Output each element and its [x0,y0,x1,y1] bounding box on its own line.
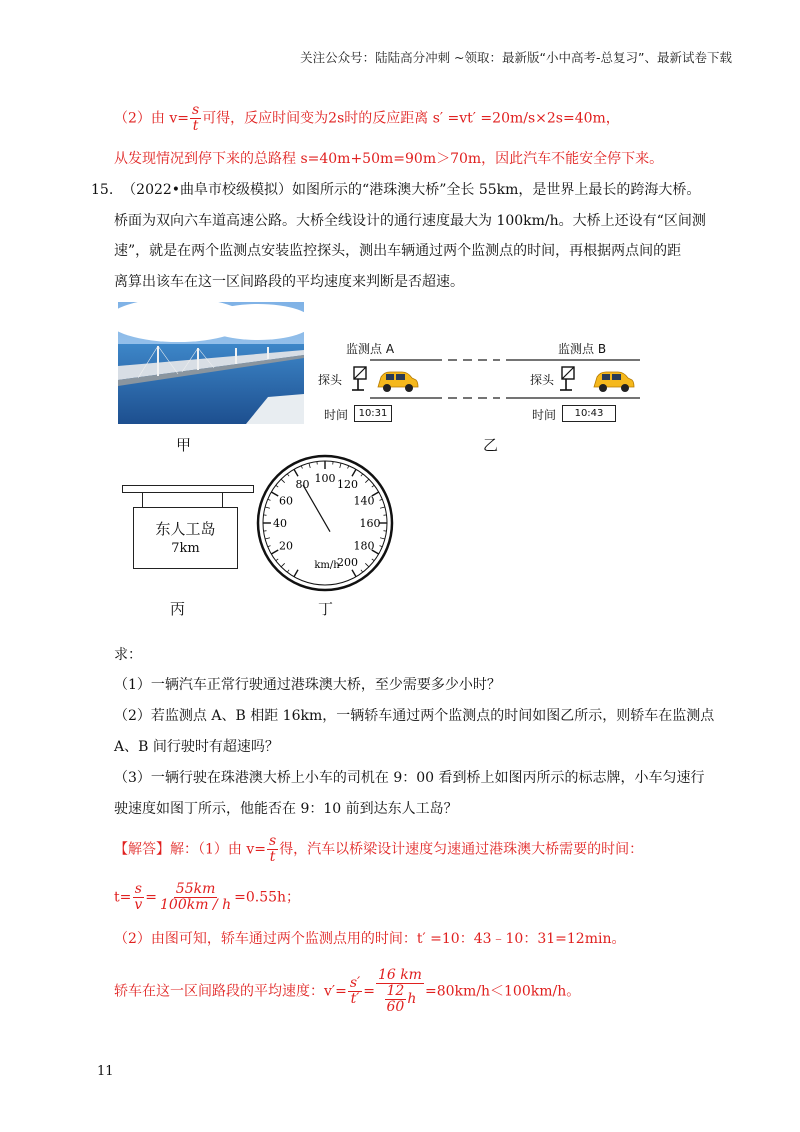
sub-question-2a: （2）若监测点 A、B 相距 16km，一辆轿车通过两个监测点的时间如图乙所示，则轿车在监测点 [114,708,715,724]
sign-board [133,507,238,569]
sign-post [142,493,143,507]
sign-beam [122,485,254,493]
probe-label-b: 探头 [530,373,555,387]
sign-distance: 7km [171,541,200,556]
prev-answer-line-2: 从发现情况到停下来的总路程 s=40m+50m=90m＞70m，因此汽车不能安全停下来。 [114,151,664,167]
question-line-2: 桥面为双向六车道高速公路。大桥全线设计的通行速度最大为 100km/h。大桥上还设有“区间测 [114,213,706,229]
monitoring-diagram [318,338,648,430]
figure-label-jia: 甲 [176,436,192,454]
speedometer-tick-label: 120 [337,478,358,492]
text: 轿车在这一区间路段的平均速度：v′ [114,983,336,1000]
point-a-label: 监测点 A [346,342,395,356]
bridge-photo [118,302,304,424]
text: = [335,983,347,1000]
answer-line-3 [114,968,580,1015]
fraction-denominator: t′ [350,991,360,1007]
answer-formula-t [114,882,300,913]
answer-tag: 【解答】 [114,841,170,858]
camera-icon [352,367,366,390]
text: 解：（1）由 v= [170,841,266,858]
answer-line-2: （2）由图可知，轿车通过两个监测点用的时间：t′ =10：43﹣10：31=12min。 [114,931,626,947]
fraction-numerator: s′ [349,975,361,991]
fraction [348,976,362,1007]
text: h [407,991,417,1007]
sub-question-1: （1）一辆汽车正常行驶通过港珠澳大桥，至少需要多少小时？ [114,677,501,693]
sign-post [222,493,223,507]
page-header: 关注公众号：陆陆高分冲刺 ~领取：最新版“小中高考-总复习”、最新试卷下载 [300,50,732,65]
fraction-denominator: 60 [386,999,405,1015]
sub-question-3b: 驶速度如图丁所示，他能否在 9：10 前到达东人工岛？ [114,801,458,817]
text: = [145,889,158,906]
time-label-a: 时间 [324,408,349,422]
figure-label-bing: 丙 [170,600,186,618]
prev-answer-line-1 [114,103,620,134]
speed-unit-label: km/h [314,560,340,571]
text: （2022•曲阜市校级模拟）如图所示的“港珠澳大桥”全长 55km，是世界上最长的跨海大桥。 [122,182,701,198]
fraction [132,882,144,913]
probe-label-a: 探头 [318,373,343,387]
text: 得，汽车以桥梁设计速度匀速通过港珠澳大桥需要的时间： [279,841,644,858]
speedometer [255,453,395,593]
text: =0.55h； [234,889,301,906]
fraction-numerator: s [269,833,277,849]
text: = [363,983,375,1000]
page-number: 11 [97,1064,114,1079]
road-sign [122,485,254,571]
fraction-denominator: 100km / h [160,897,232,913]
fraction-numerator: 16 km [377,967,422,983]
sub-question-2b: A、B 间行驶时有超速吗？ [114,739,279,755]
car-icon [378,372,418,392]
time-label-b: 时间 [532,408,557,422]
text: 可得，反应时间变为2s时的反应距离 s′ =vt′ =20m/s×2s=40m， [202,110,620,127]
speedometer-tick-label: 40 [273,517,287,530]
fraction [190,103,201,134]
fraction-numerator: 55km [175,881,216,897]
text: （2）由 v= [114,110,189,127]
speedometer-tick-label: 160 [359,517,381,530]
speedometer-tick-label: 180 [353,539,375,553]
fraction-numerator: s [192,102,200,118]
text: t= [114,889,132,906]
speedometer-tick-label: 100 [314,472,336,485]
fraction-denominator [382,984,419,1015]
figure-label-yi: 乙 [483,436,499,454]
speedometer-tick-label: 20 [279,539,294,553]
question-number: 15. [91,182,114,198]
fraction-denominator: t [192,118,199,134]
point-b-label: 监测点 B [558,342,607,356]
question-line-3: 速”，就是在两个监测点安装监控探头，测出车辆通过两个监测点的时间，再根据两点间的距 [114,243,682,259]
ask-label: 求： [114,647,142,663]
car-icon [594,372,634,392]
question-line-1 [91,180,700,200]
sub-question-3a: （3）一辆行驶在珠港澳大桥上小车的司机在 9：00 看到桥上如图丙所示的标志牌，小车匀速行 [114,770,705,786]
sign-destination: 东人工岛 [155,520,216,538]
fraction-denominator: v [134,897,143,913]
answer-line-1 [114,834,643,865]
speedometer-tick-label: 140 [353,494,375,508]
speedometer-tick-label: 80 [295,478,310,492]
question-line-4: 离算出该车在这一区间路段的平均速度来判断是否超速。 [114,274,464,290]
time-box-b: 10:43 [562,405,616,422]
fraction [267,834,278,865]
speedometer-tick-label: 60 [279,494,294,508]
fraction-denominator: t [269,849,276,865]
nested-fraction [385,984,407,1015]
text: =80km/h＜100km/h。 [424,983,581,1000]
speedometer-tick-label: 200 [337,555,358,569]
figure-label-ding: 丁 [318,600,334,618]
fraction-numerator: 12 [386,983,405,999]
camera-icon [560,367,574,390]
fraction [376,968,424,1015]
fraction [158,882,233,913]
time-box-a: 10:31 [354,405,392,422]
fraction-numerator: s [134,881,142,897]
